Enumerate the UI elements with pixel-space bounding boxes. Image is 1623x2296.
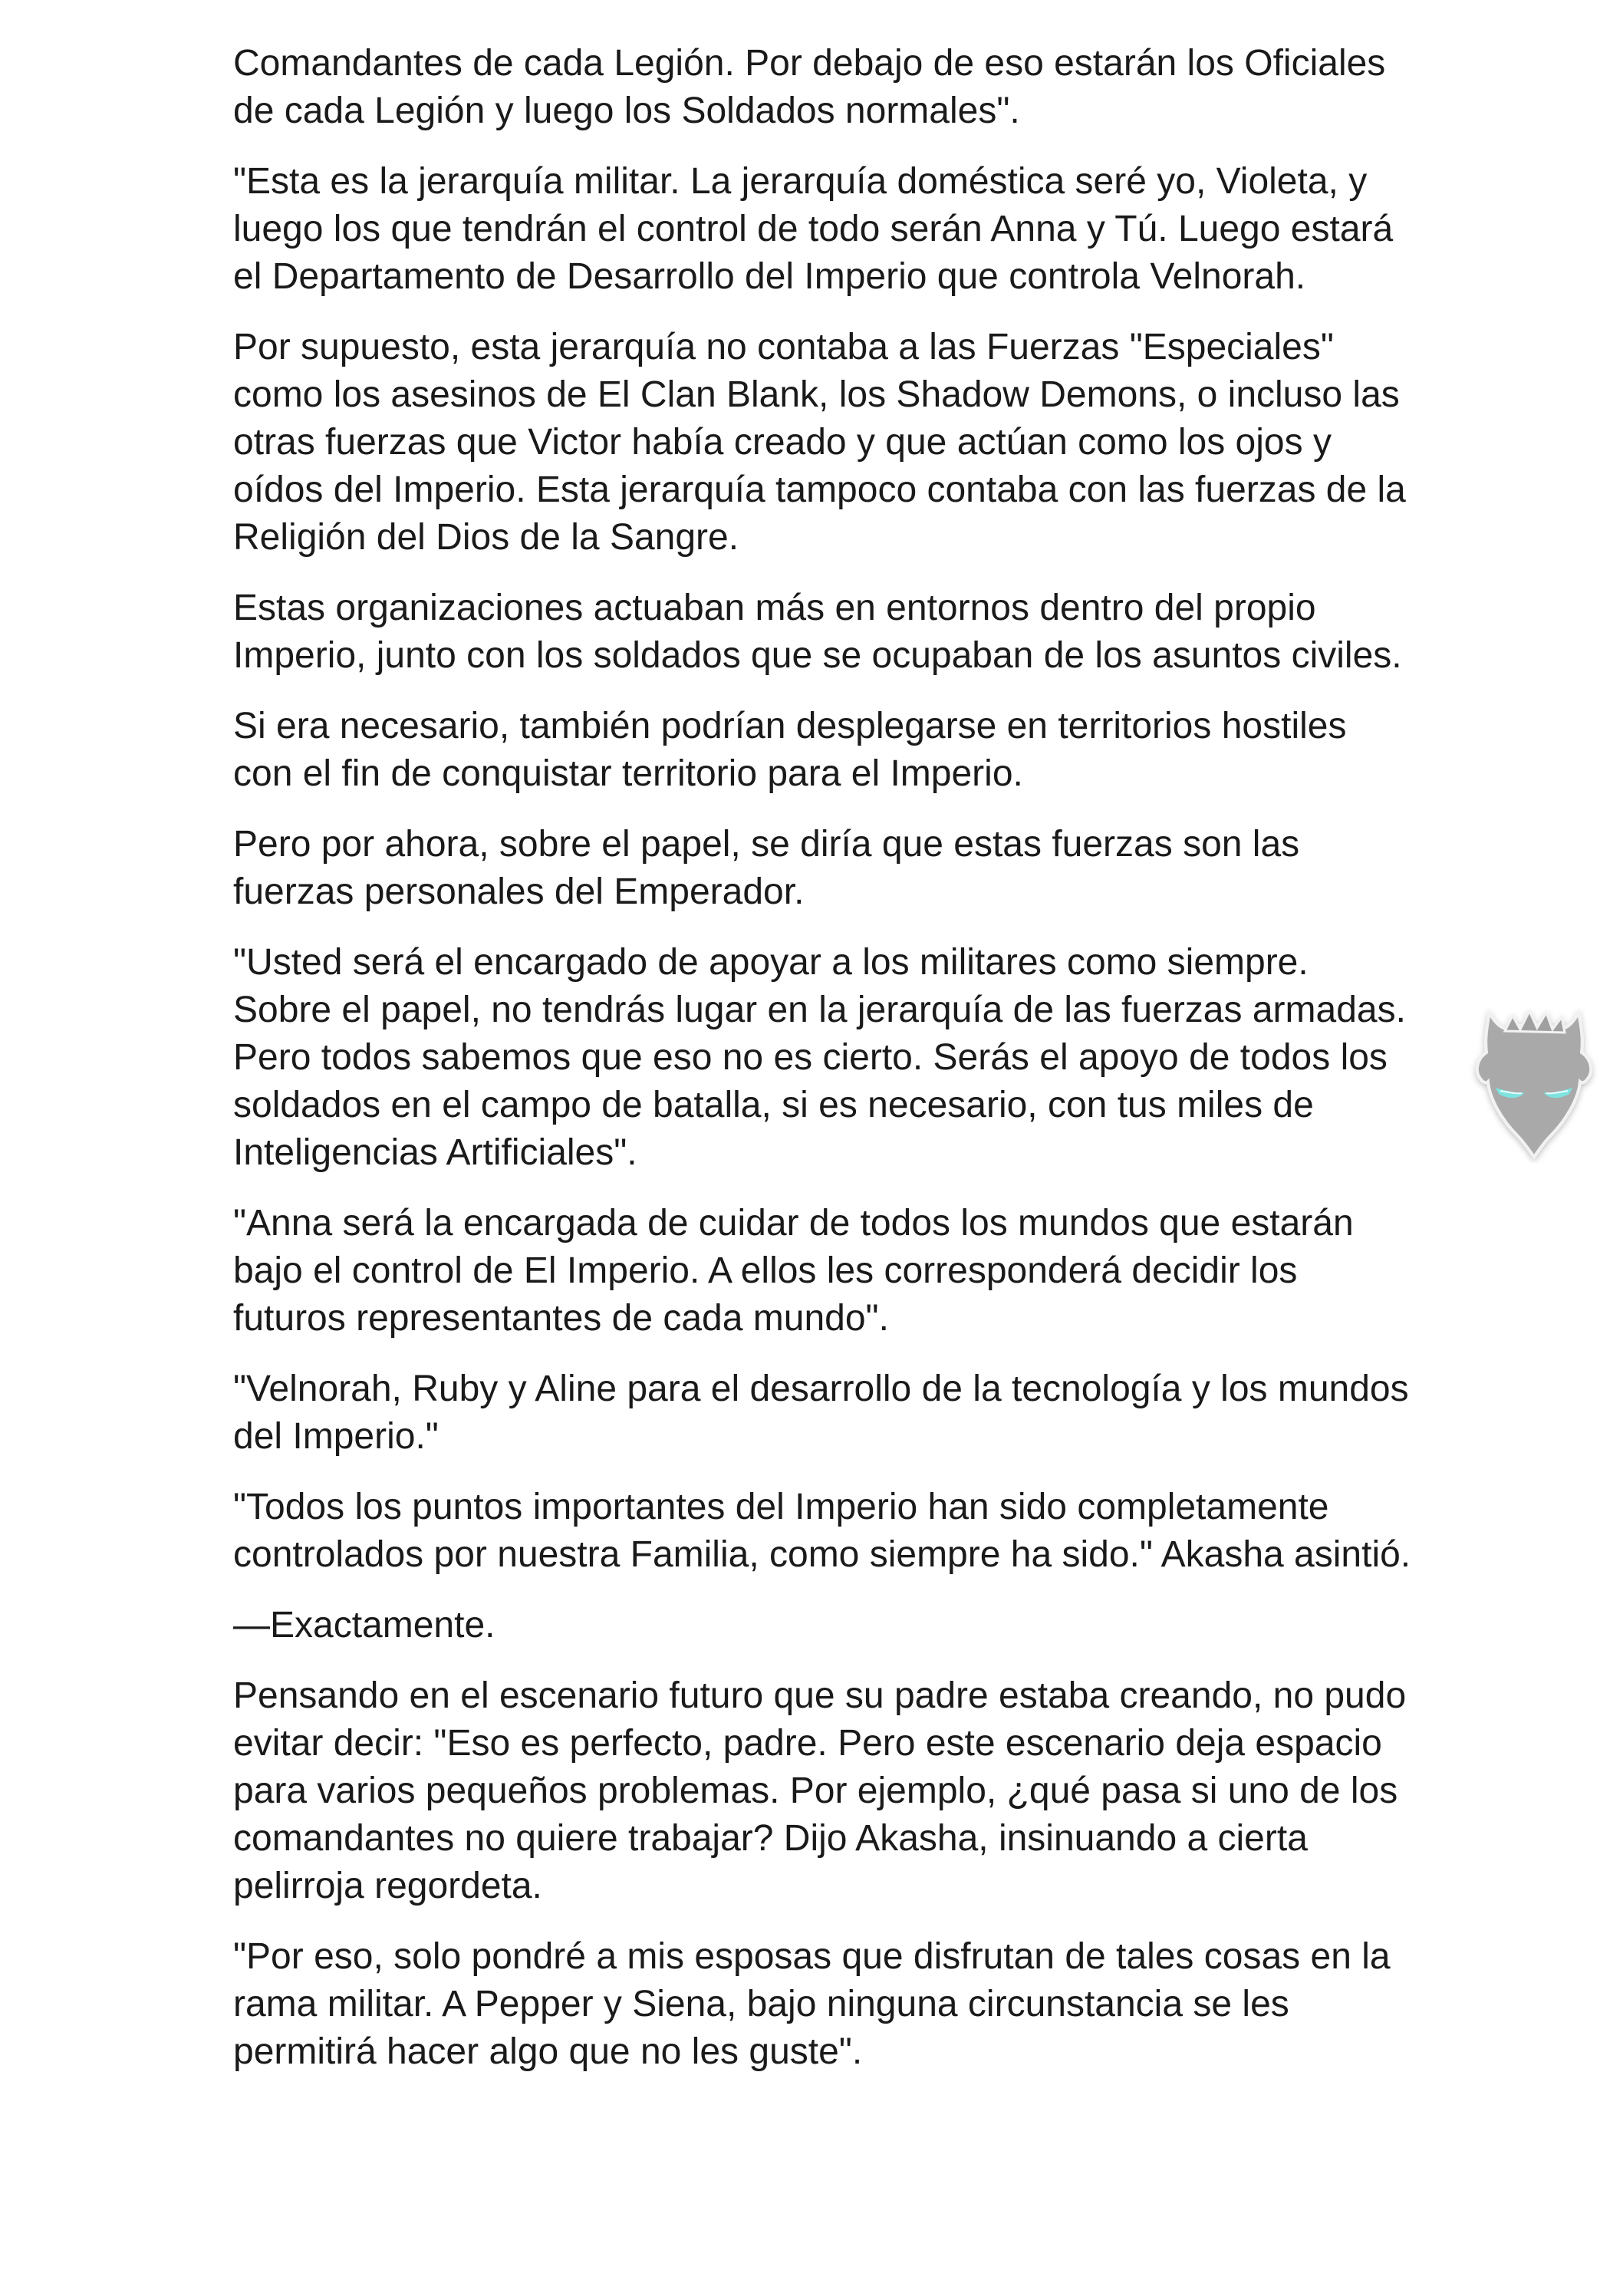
text-body — [233, 40, 1414, 2099]
paragraph: Pero por ahora, sobre el papel, se diría que estas fuerzas son las fuerzas personales del Emperador. — [233, 824, 1300, 912]
paragraph: Por supuesto, esta jerarquía no contaba a las Fuerzas "Especiales" como los asesinos de El Clan Blank, los Shadow Demons, o incluso las otras fuerzas que Victor había creado y que actúan como los ojos y oídos del Imperio. Esta jerarquía tampoco contaba con las fuerzas de la Religión del Dios de la Sangre. — [233, 327, 1406, 558]
paragraph: —Exactamente. — [233, 1605, 495, 1645]
paragraph: Pensando en el escenario futuro que su padre estaba creando, no pudo evitar decir: "Eso es perfecto, padre. Pero este escenario deja espacio para varios pequeños problemas. Por ejemplo, ¿qué pasa si uno de los comandantes no quiere trabajar? Dijo Akasha, insinuando a cierta pelirroja regordeta. — [233, 1675, 1407, 1906]
paragraph: "Velnorah, Ruby y Aline para el desarrollo de la tecnología y los mundos del Imperio." — [233, 1369, 1409, 1457]
paragraph: Si era necesario, también podrían desplegarse en territorios hostiles con el fin de conquistar territorio para el Imperio. — [233, 706, 1347, 794]
paragraph: "Anna será la encargada de cuidar de todos los mundos que estarán bajo el control de El Imperio. A ellos les corresponderá decidir los futuros representantes de cada mundo". — [233, 1203, 1354, 1339]
paragraph: Comandantes de cada Legión. Por debajo de eso estarán los Oficiales de cada Legión y luego los Soldados normales". — [233, 43, 1386, 131]
paragraph: "Por eso, solo pondré a mis esposas que disfrutan de tales cosas en la rama militar. A Pepper y Siena, bajo ninguna circunstancia se les permitirá hacer algo que no les guste". — [233, 1936, 1391, 2072]
paragraph: "Esta es la jerarquía militar. La jerarquía doméstica seré yo, Violeta, y luego los que tendrán el control de todo serán Anna y Tú. Luego estará el Departamento de Desarrollo del Imperio que controla Velnorah. — [233, 161, 1394, 297]
paragraph: "Todos los puntos importantes del Imperio han sido completamente controlados por nuestra Familia, como siempre ha sido." Akasha asintió. — [233, 1487, 1411, 1575]
paragraph: "Usted será el encargado de apoyar a los militares como siempre. Sobre el papel, no tendrás lugar en la jerarquía de las fuerzas armadas. Pero todos sabemos que eso no es cierto. Serás el apoyo de todos los soldados en el campo de batalla, si es necesario, con tus miles de Inteligencias Artificiales". — [233, 942, 1406, 1173]
paragraph: Estas organizaciones actuaban más en entornos dentro del propio Imperio, junto con los soldados que se ocupaban de los asuntos civiles. — [233, 588, 1402, 676]
demon-head-icon — [1467, 997, 1602, 1163]
